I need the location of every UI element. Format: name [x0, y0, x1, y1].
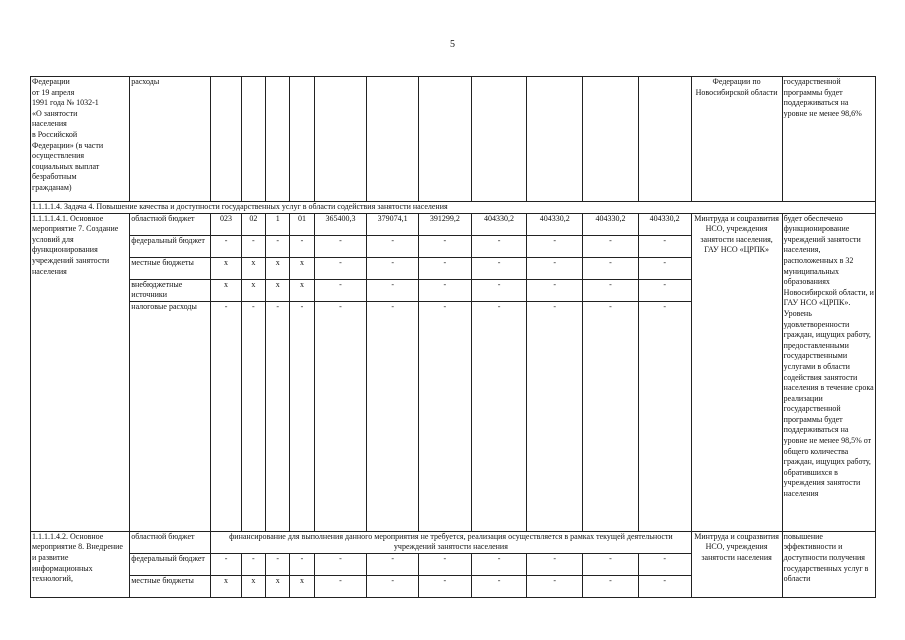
funding-value: 404330,2: [527, 213, 583, 235]
funding-value: -: [367, 301, 419, 531]
budget-code: х: [266, 257, 290, 279]
task-heading: 1.1.1.1.4. Задача 4. Повышение качества и доступности государственных услуг в области содействия занятости населения: [31, 202, 876, 214]
funding-value: -: [527, 257, 583, 279]
law-line: гражданам): [32, 182, 72, 192]
funding-value: -: [527, 301, 583, 531]
executor-cell: Минтруда и соцразвития НСО, учреждения занятости населения: [691, 531, 782, 597]
funding-value: -: [583, 279, 639, 301]
law-line: в Российской: [32, 129, 78, 139]
budget-code: х: [290, 575, 314, 597]
budget-code: -: [290, 235, 314, 257]
funding-value: -: [419, 553, 472, 575]
funding-value: -: [527, 575, 583, 597]
measure-name: 1.1.1.1.4.1. Основное мероприятие 7. Создание условий для функционирования учреждений занятости населения: [31, 213, 130, 531]
funding-value: -: [583, 575, 639, 597]
budget-code: х: [211, 575, 241, 597]
funding-value: 404330,2: [583, 213, 639, 235]
funding-value: -: [638, 553, 691, 575]
funding-value: -: [471, 575, 527, 597]
funding-value: -: [527, 235, 583, 257]
funding-value: -: [314, 301, 367, 531]
funding-value: -: [638, 301, 691, 531]
funding-value: -: [583, 235, 639, 257]
budget-code: -: [266, 235, 290, 257]
funding-value: -: [367, 553, 419, 575]
funding-value: -: [314, 575, 367, 597]
budget-code: -: [211, 553, 241, 575]
funding-value: -: [419, 301, 472, 531]
budget-code: 023: [211, 213, 241, 235]
funding-value: -: [527, 279, 583, 301]
funding-value: 404330,2: [471, 213, 527, 235]
budget-code: -: [266, 301, 290, 531]
funding-value: -: [583, 257, 639, 279]
budget-code: -: [290, 553, 314, 575]
budget-code: х: [241, 279, 265, 301]
funding-value: 391299,2: [419, 213, 472, 235]
budget-code: -: [211, 301, 241, 531]
budget-code: х: [241, 257, 265, 279]
funding-value: -: [367, 235, 419, 257]
law-line: Федерации» (в части: [32, 140, 104, 150]
funding-value: -: [419, 235, 472, 257]
law-line: 1991 года № 1032-1: [32, 98, 99, 108]
budget-code: -: [266, 553, 290, 575]
prev-row: [31, 77, 876, 202]
law-line: от 19 апреля: [32, 87, 75, 97]
executor-cell: Федерации по Новосибирской области: [691, 77, 782, 202]
funding-source: местные бюджеты: [130, 575, 211, 597]
funding-value: -: [638, 575, 691, 597]
funding-value: -: [314, 235, 367, 257]
funding-value: -: [583, 553, 639, 575]
funding-value: -: [314, 553, 367, 575]
budget-code: х: [290, 257, 314, 279]
funding-value: -: [367, 257, 419, 279]
budget-code: х: [266, 279, 290, 301]
funding-value: 365400,3: [314, 213, 367, 235]
budget-code: -: [290, 301, 314, 531]
law-line: безработным: [32, 172, 77, 182]
budget-code: -: [241, 235, 265, 257]
funding-value: -: [638, 235, 691, 257]
measure-name: 1.1.1.1.4.2. Основное мероприятие 8. Внедрение и развитие информационных технологий,: [31, 531, 130, 597]
budget-code: 1: [266, 213, 290, 235]
budget-code: х: [211, 279, 241, 301]
law-line: Федерации: [32, 77, 70, 86]
funding-value: -: [471, 257, 527, 279]
budget-code: 01: [290, 213, 314, 235]
funding-source: федеральный бюджет: [130, 235, 211, 257]
funding-source: областной бюджет: [130, 531, 211, 553]
funding-note: финансирование для выполнения данного мероприятия не требуется, реализация осуществляется в рамках текущей деятельности учреждений занятости населения: [211, 531, 691, 553]
funding-source: областной бюджет: [130, 213, 211, 235]
funding-source: налоговые расходы: [130, 301, 211, 531]
funding-value: -: [638, 279, 691, 301]
budget-code: -: [241, 553, 265, 575]
funding-value: 379074,1: [367, 213, 419, 235]
funding-value: -: [314, 279, 367, 301]
funding-value: -: [583, 301, 639, 531]
funding-row: [31, 531, 876, 553]
funding-value: 404330,2: [638, 213, 691, 235]
funding-source: местные бюджеты: [130, 257, 211, 279]
law-reference-cell: [31, 77, 130, 202]
funding-source: внебюджетные источники: [130, 279, 211, 301]
budget-code: -: [241, 301, 265, 531]
funding-source: федеральный бюджет: [130, 553, 211, 575]
result-cell: государственной программы будет поддерживаться на уровне не менее 98,6%: [782, 77, 875, 202]
funding-value: -: [367, 279, 419, 301]
executor-cell: Минтруда и соцразвития НСО, учреждения занятости населения, ГАУ НСО «ЦРПК»: [691, 213, 782, 531]
funding-value: -: [471, 279, 527, 301]
funding-value: -: [367, 575, 419, 597]
law-line: «О занятости: [32, 108, 78, 118]
result-cell: повышение эффективности и доступности получения государственных услуг в области: [782, 531, 875, 597]
budget-code: х: [211, 257, 241, 279]
budget-code: х: [266, 575, 290, 597]
funding-value: -: [314, 257, 367, 279]
result-cell: будет обеспечено функционирование учреждений занятости населения, расположенных в 32 муниципальных образованиях Новосибирской области, и ГАУ НСО «ЦРПК». Уровень удовлетворенности граждан, ищущих работу, предоставленными государственными услугами в области содействия занятости населения в течение срока реализации государственной программы будет поддерживаться на уровне не менее 98,5% от общего количества граждан, ищущих работу, обратившихся в учреждения занятости населения: [782, 213, 875, 531]
budget-code: х: [290, 279, 314, 301]
task-heading-row: [31, 202, 876, 214]
budget-code: х: [241, 575, 265, 597]
law-line: социальных выплат: [32, 161, 100, 171]
funding-value: -: [471, 235, 527, 257]
law-line: населения: [32, 119, 67, 129]
funding-row: [31, 213, 876, 235]
law-line: осуществления: [32, 151, 85, 161]
program-measures-table: [30, 76, 876, 598]
funding-value: -: [419, 279, 472, 301]
funding-value: -: [471, 301, 527, 531]
budget-code: 02: [241, 213, 265, 235]
page-number: 5: [450, 39, 455, 50]
funding-value: -: [419, 575, 472, 597]
funding-value: -: [471, 553, 527, 575]
source-cell: расходы: [130, 77, 211, 202]
funding-value: -: [638, 257, 691, 279]
budget-code: -: [211, 235, 241, 257]
funding-value: -: [419, 257, 472, 279]
funding-value: -: [527, 553, 583, 575]
